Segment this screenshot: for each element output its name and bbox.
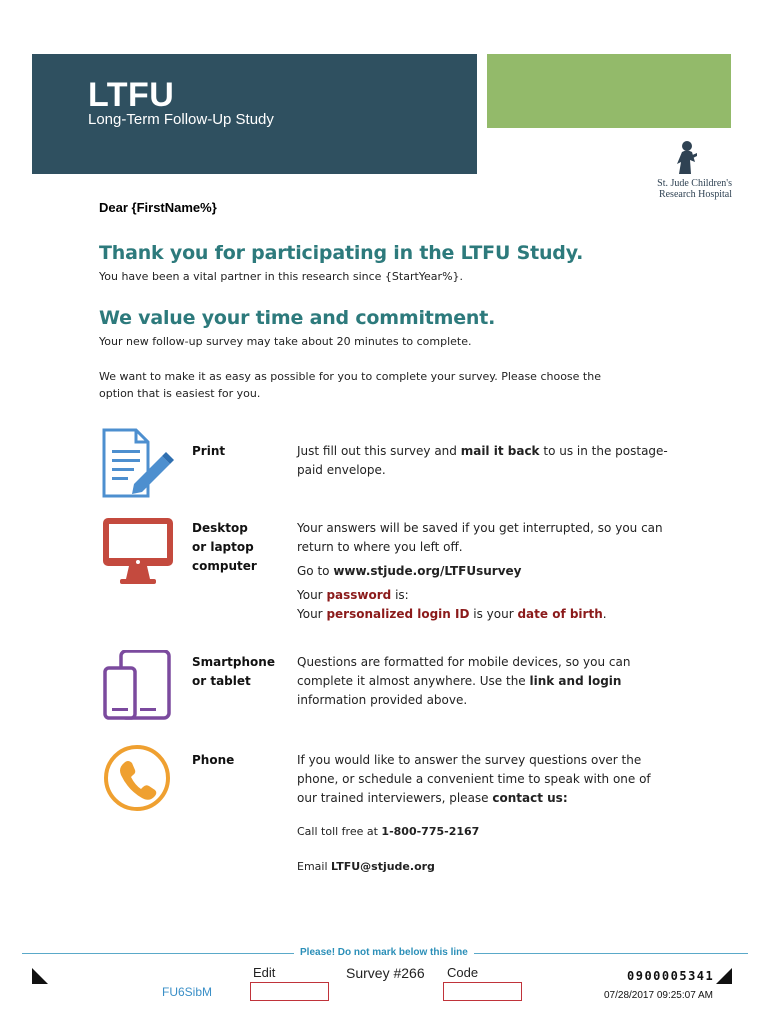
banner-subtitle: Long-Term Follow-Up Study xyxy=(88,111,274,128)
banner-title: LTFU xyxy=(88,76,175,114)
footer-note: Please! Do not mark below this line xyxy=(300,947,468,958)
code-label: Code xyxy=(447,965,479,980)
survey-duration-text: Your new follow-up survey may take about 20 minutes to complete. xyxy=(99,335,472,348)
timestamp: 07/28/2017 09:25:07 AM xyxy=(604,990,713,1001)
email-line: Email LTFU@stjude.org xyxy=(297,860,435,873)
option-label-desktop: Desktop or laptop computer xyxy=(192,521,257,573)
option-text-print: Just fill out this survey and mail it back to us in the postage- paid envelope. xyxy=(297,444,668,477)
intro-text: We want to make it as easy as possible for you to complete your survey. Please choose the option that is easiest for you. xyxy=(99,370,601,400)
monitor-icon xyxy=(102,517,174,591)
footer-divider-right xyxy=(474,953,748,954)
partner-text: You have been a vital partner in this research since {StartYear%}. xyxy=(99,270,464,283)
toll-free-line: Call toll free at 1-800-775-2167 xyxy=(297,825,480,838)
option-text-desktop: Your answers will be saved if you get interrupted, so you can return to where you left off. xyxy=(297,521,663,554)
survey-url-line: Go to www.stjude.org/LTFUsurvey xyxy=(297,564,522,578)
heading-value-time: We value your time and commitment. xyxy=(99,307,496,329)
greeting: Dear {FirstName%} xyxy=(99,200,217,215)
option-label-print: Print xyxy=(192,444,226,458)
option-text-mobile: Questions are formatted for mobile devices, so you can complete it almost anywhere. Use the link and login information provided above. xyxy=(297,655,631,707)
header-banner xyxy=(32,54,477,174)
phone-tablet-icon xyxy=(103,650,171,724)
heading-thank-you: Thank you for participating in the LTFU Study. xyxy=(99,242,584,264)
corner-marker-right-icon xyxy=(716,968,732,988)
edit-box[interactable] xyxy=(250,982,329,1001)
code-box[interactable] xyxy=(443,982,522,1001)
accent-block xyxy=(487,54,731,128)
barcode-number: 0900005341 xyxy=(627,969,715,983)
email-link[interactable]: LTFU@stjude.org xyxy=(331,860,435,873)
document-pen-icon xyxy=(102,428,174,502)
survey-number: Survey #266 xyxy=(346,965,425,981)
survey-url-link[interactable]: www.stjude.org/LTFUsurvey xyxy=(333,564,522,578)
corner-marker-left-icon xyxy=(32,968,48,988)
option-label-phone: Phone xyxy=(192,753,235,767)
child-silhouette-icon xyxy=(673,140,699,176)
edit-label: Edit xyxy=(253,965,276,980)
option-text-phone: If you would like to answer the survey questions over the phone, or schedule a convenient time to speak with one of our trained interviewers, please contact us: xyxy=(297,753,651,805)
footer-divider-left xyxy=(22,953,294,954)
telephone-icon xyxy=(102,743,172,817)
login-info: Your password is: Your personalized login ID is your date of birth. xyxy=(297,588,607,621)
logo-text-line1: St. Jude Children's xyxy=(657,178,732,189)
option-label-mobile: Smartphone or tablet xyxy=(192,655,275,688)
toll-free-number[interactable]: 1-800-775-2167 xyxy=(381,825,480,838)
logo-text-line2: Research Hospital xyxy=(658,189,732,200)
form-id: FU6SibM xyxy=(162,985,213,999)
st-jude-logo xyxy=(640,140,732,202)
